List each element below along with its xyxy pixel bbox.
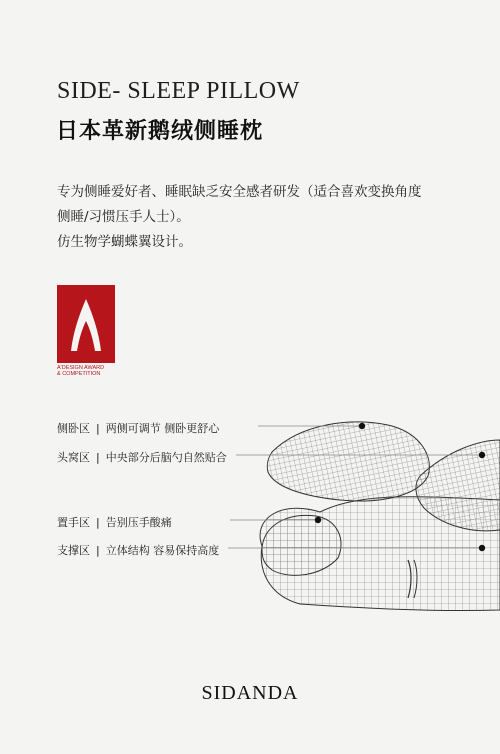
description-line: 专为侧睡爱好者、睡眠缺乏安全感者研发（适合喜欢变换角度 <box>57 184 422 200</box>
feature-name: 侧卧区 <box>57 422 90 435</box>
feature-hand-zone <box>57 514 172 530</box>
support-zone-marker <box>479 545 485 551</box>
separator: | <box>96 544 100 557</box>
description-line: 仿生物学蝴蝶翼设计。 <box>57 234 192 250</box>
separator: | <box>96 451 100 464</box>
feature-support-zone <box>57 542 219 558</box>
feature-desc: 两侧可调节 侧卧更舒心 <box>105 422 220 435</box>
award-line1: A'DESIGN AWARD <box>57 365 105 371</box>
head-zone-marker <box>479 452 485 458</box>
feature-name: 头窝区 <box>57 451 90 464</box>
brand-logo: SIDANDA <box>201 682 299 704</box>
feature-desc: 中央部分后脑勺自然贴合 <box>105 451 227 464</box>
feature-name: 置手区 <box>57 516 90 529</box>
adesign-award-logo <box>57 285 115 377</box>
feature-side-zone <box>57 420 219 436</box>
award-caption <box>57 365 115 377</box>
award-line2: & COMPETITION <box>57 371 101 377</box>
product-title-cn: 日本革新鹅绒侧睡枕 <box>56 119 264 144</box>
separator: | <box>96 516 100 529</box>
award-emblem <box>57 285 115 363</box>
award-a-icon <box>57 285 115 363</box>
feature-desc: 立体结构 容易保持高度 <box>105 544 220 557</box>
product-description <box>57 180 467 255</box>
pillow-side-lobe <box>267 422 429 501</box>
feature-name: 支撑区 <box>57 544 90 557</box>
hand-zone-marker <box>315 517 321 523</box>
feature-desc: 告别压手酸痛 <box>105 516 172 529</box>
side-zone-marker <box>359 423 365 429</box>
feature-head-zone <box>57 449 227 465</box>
description-line: 侧睡/习惯压手人士）。 <box>57 209 190 225</box>
separator: | <box>96 422 100 435</box>
product-title-en: SIDE- SLEEP PILLOW <box>57 78 300 104</box>
